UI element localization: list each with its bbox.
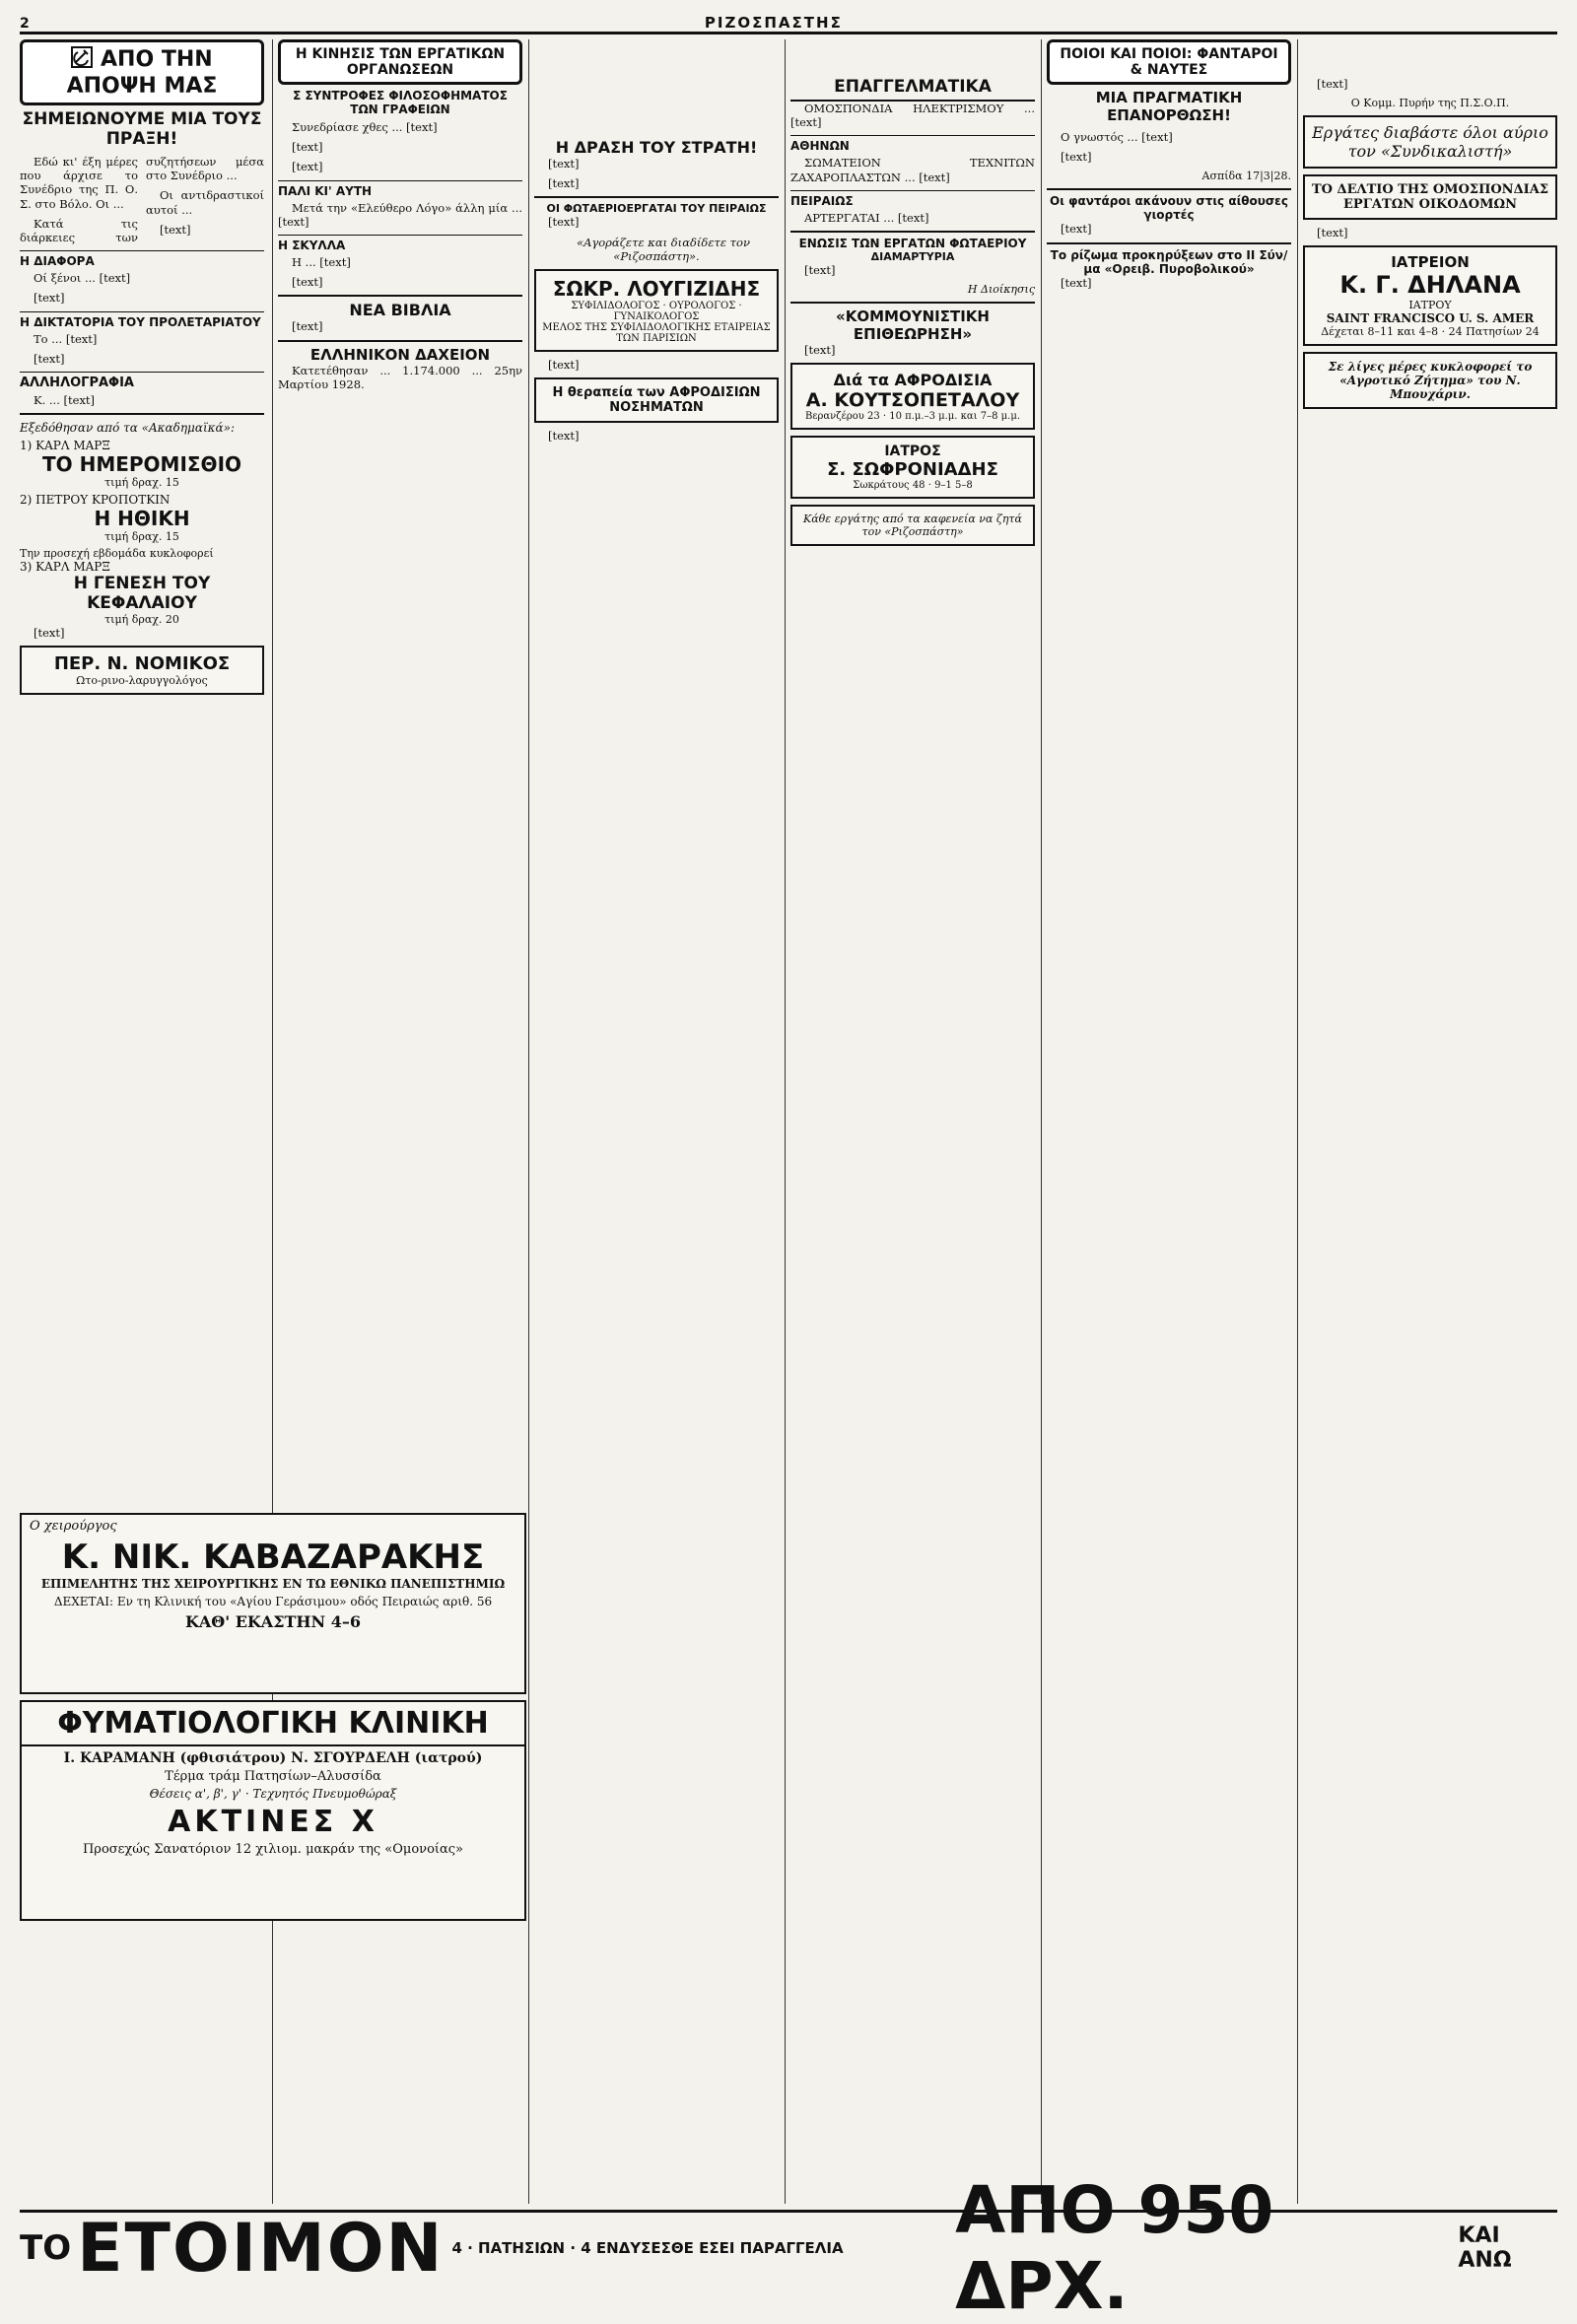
paragraph: Οι αντιδραστικοί αυτοί ... bbox=[146, 188, 264, 217]
subheading: ΠΕΙΡΑΙΩΣ bbox=[790, 190, 1035, 208]
subheading: ΕΝΩΣΙΣ ΤΩΝ ΕΡΓΑΤΩΝ ΦΩΤΑΕΡΙΟΥ bbox=[790, 231, 1035, 250]
ad-kathe-ergatis: Κάθε εργάτης από τα καφενεία να ζητά τον «Ριζοσπάστη» bbox=[790, 505, 1035, 546]
paragraph: [text] bbox=[292, 140, 323, 155]
masthead: ΡΙΖΟΣΠΑΣΤΗΣ bbox=[704, 14, 843, 32]
paragraph: [text] bbox=[34, 351, 65, 366]
column-4 bbox=[790, 39, 1035, 1754]
ad-line: ΕΠΙΜΕΛΗΤΗΣ ΤΗΣ ΧΕΙΡΟΥΡΓΙΚΗΣ ΕΝ ΤΩ ΕΘΝΙΚΩ ΠΑΝΕΠΙΣΤΗΜΙΩ bbox=[40, 1577, 506, 1591]
section-title-box bbox=[1047, 39, 1291, 85]
ad-line: Προσεχώς Σανατόριον 12 χιλιομ. μακράν της «Ομονοίας» bbox=[82, 1842, 464, 1857]
ad-name: Κ. Γ. ΔΗΛΑΝΑ bbox=[1339, 271, 1521, 300]
paragraph: [text] bbox=[292, 319, 323, 334]
ad-name: Σ. ΣΩΦΡΟΝΙΑΔΗΣ bbox=[827, 459, 998, 481]
book-note: Την προσεχή εβδομάδα κυκλοφορεί bbox=[20, 547, 214, 561]
book-price: τιμή δραχ. 15 bbox=[104, 530, 179, 544]
ad-nomikos bbox=[20, 646, 264, 695]
paragraph: «Αγοράζετε και διαδίδετε τον «Ριζοσπάστη». bbox=[577, 235, 750, 263]
paragraph: [text] bbox=[1317, 226, 1348, 240]
book-author: 1) ΚΑΡΛ ΜΑΡΞ bbox=[20, 439, 110, 453]
banner-mid: 4 · ΠΑΤΗΣΙΩΝ · 4 ΕΝΔΥΣΕΣΘΕ ΕΣΕΙ ΠΑΡΑΓΓΕΛΙΑ bbox=[451, 2238, 844, 2257]
subheading: ΠΑΛΙ ΚΙ' ΑΥΤΗ bbox=[278, 180, 522, 198]
column-rule bbox=[785, 39, 786, 2204]
ad-line: ΙΑΤΡΟΥ bbox=[1408, 299, 1452, 312]
ad-koutsopetalou bbox=[790, 363, 1035, 430]
ad-line: Τέρμα τράμ Πατησίων–Αλυσσίδα bbox=[165, 1769, 381, 1784]
section-title: ΑΠΟ ΤΗΝ ΑΠΟΨΗ ΜΑΣ bbox=[66, 47, 218, 99]
ad-line: Ι. ΚΑΡΑΜΑΝΗ (φθισιάτρου) Ν. ΣΓΟΥΡΔΕΛΗ (ιατρού) bbox=[63, 1750, 483, 1766]
headline: ΜΙΑ ΠΡΑΓΜΑΤΙΚΗ ΕΠΑΝΟΡΘΩΣΗ! bbox=[1095, 89, 1243, 124]
paragraph: Κατά τις διάρκειες των συζητήσεων μέσα στο Συνέδριο ... bbox=[20, 155, 264, 245]
paragraph: [text] bbox=[1061, 222, 1092, 237]
article-body bbox=[20, 155, 264, 244]
subheading: ΕΛΛΗΝΙΚΟΝ ΔΑΧΕΙΟΝ bbox=[278, 340, 522, 364]
ad-line: ΔΕΧΕΤΑΙ: Εν τη Κλινική του «Αγίου Γεράσιμου» οδός Πειραιώς αριθ. 56 bbox=[53, 1595, 493, 1608]
signature: Ασπίδα 17|3|28. bbox=[1201, 170, 1291, 183]
book-author: 2) ΠΕΤΡΟΥ ΚΡΟΠΟΤΚΙΝ bbox=[20, 493, 171, 508]
ad-omospondia: ΤΟ ΔΕΛΤΙΟ ΤΗΣ ΟΜΟΣΠΟΝΔΙΑΣ ΕΡΓΑΤΩΝ ΟΙΚΟΔΟΜΩΝ bbox=[1303, 174, 1557, 220]
ad-line: ΚΑΘ' ΕΚΑΣΤΗΝ 4–6 bbox=[184, 1612, 362, 1631]
ad-line: Σωκράτους 48 · 9–1 5–8 bbox=[853, 480, 973, 492]
signature: Ο Κομμ. Πυρήν της Π.Σ.Ο.Π. bbox=[1350, 97, 1510, 110]
ad-fymatiologiki bbox=[20, 1700, 526, 1921]
paragraph: [text] bbox=[34, 291, 65, 306]
page-number: 2 bbox=[20, 16, 30, 32]
paragraph: Κ. ... [text] bbox=[34, 393, 96, 408]
book-title: Η ΓΕΝΕΣΗ ΤΟΥ ΚΕΦΑΛΑΙΟΥ bbox=[73, 574, 211, 614]
paragraph: [text] bbox=[292, 275, 323, 290]
section-title: ΠΟΙΟΙ ΚΑΙ ΠΟΙΟΙ: ΦΑΝΤΑΡΟΙ & ΝΑΥΤΕΣ bbox=[1060, 46, 1278, 78]
paragraph: [text] bbox=[1061, 150, 1092, 165]
ad-line: ΜΕΛΟΣ ΤΗΣ ΣΥΦΙΛΙΔΟΛΟΓΙΚΗΣ ΕΤΑΙΡΕΙΑΣ ΤΩΝ ΠΑΡΙΣΙΩΝ bbox=[542, 322, 771, 345]
ad-bukharin: Σε λίγες μέρες κυκλοφορεί το «Αγροτικό Ζήτημα» του Ν. Μπουχάριν. bbox=[1303, 352, 1557, 409]
column-6 bbox=[1303, 39, 1557, 2198]
divider bbox=[20, 413, 264, 415]
book-author: 3) ΚΑΡΛ ΜΑΡΞ bbox=[20, 560, 110, 575]
ad-line: ΣΥΦΙΛΙΔΟΛΟΓΟΣ · ΟΥΡΟΛΟΓΟΣ · ΓΥΝΑΙΚΟΛΟΓΟΣ bbox=[571, 301, 742, 323]
bottom-banner bbox=[20, 2172, 1557, 2324]
ad-dilana bbox=[1303, 245, 1557, 346]
ad-kabazarakis bbox=[20, 1513, 526, 1694]
banner-tail: ΚΑΙ ΑΝΩ bbox=[1458, 2223, 1512, 2273]
paragraph: [text] bbox=[1061, 275, 1092, 290]
column-3 bbox=[534, 39, 779, 1754]
paragraph: [text] bbox=[548, 429, 580, 444]
subheading: ΑΛΛΗΛΟΓΡΑΦΙΑ bbox=[20, 372, 264, 390]
paragraph: [text] bbox=[804, 263, 836, 278]
banner-etoimon: ΕΤΟΙΜΟΝ bbox=[77, 2209, 445, 2288]
subheading: ΝΕΑ ΒΙΒΛΙΑ bbox=[278, 295, 522, 319]
book-title: Η ΗΘΙΚΗ bbox=[94, 507, 190, 531]
paragraph: Ο γνωστός ... [text] bbox=[1061, 130, 1173, 144]
ad-name: ΠΕΡ. Ν. ΝΟΜΙΚΟΣ bbox=[53, 653, 231, 675]
ad-line: Ωτο-ρινο-λαρυγγολόγος bbox=[76, 674, 208, 688]
column-rule bbox=[1297, 39, 1298, 2204]
ad-name: ΣΩΚΡ. ΛΟΥΓΙΖΙΔΗΣ bbox=[552, 277, 761, 302]
headline: ΣΗΜΕΙΩΝΟΥΜΕ ΜΙΑ ΤΟΥΣ ΠΡΑΞΗ! bbox=[22, 109, 262, 149]
ad-title: Διά τα ΑΦΡΟΔΙΣΙΑ bbox=[833, 371, 993, 390]
subheading: ΕΠΑΓΓΕΛΜΑΤΙΚΑ bbox=[790, 77, 1035, 102]
section-title-box bbox=[278, 39, 522, 85]
paragraph: [text] bbox=[548, 358, 580, 373]
page-header bbox=[20, 8, 1557, 34]
ad-line: Βερανζέρου 23 · 10 π.μ.–3 μ.μ. και 7–8 μ.μ. bbox=[804, 411, 1021, 423]
subheading: Η ΔΙΑΦΟΡΑ bbox=[20, 250, 264, 268]
section-title: Η ΚΙΝΗΣΙΣ ΤΩΝ ΕΡΓΑΤΙΚΩΝ ΟΡΓΑΝΩΣΕΩΝ bbox=[295, 46, 506, 78]
section-title-box bbox=[20, 39, 264, 105]
paragraph: [text] bbox=[160, 222, 191, 237]
ad-title: ΙΑΤΡΟΣ bbox=[884, 444, 941, 460]
paragraph: [text] bbox=[804, 343, 836, 358]
banner-price: ΑΠΟ 950 ΔΡΧ. bbox=[955, 2172, 1274, 2324]
paragraph: ΑΡΤΕΡΓΑΤΑΙ ... [text] bbox=[804, 210, 929, 225]
subheading: Σ ΣΥΝΤΡΟΦΕΣ ΦΙΛΟΣΟΦΗΜΑΤΟΣ ΤΩΝ ΓΡΑΦΕΙΩΝ bbox=[293, 89, 508, 116]
paragraph: [text] bbox=[548, 157, 580, 171]
ad-title: ΦΥΜΑΤΙΟΛΟΓΙΚΗ ΚΛΙΝΙΚΗ bbox=[22, 1702, 524, 1746]
paragraph: [text] bbox=[1317, 77, 1348, 91]
paragraph: Η ... [text] bbox=[292, 255, 351, 270]
subheading: ΑΘΗΝΩΝ bbox=[790, 135, 1035, 153]
ad-title: ΙΑΤΡΕΙΟΝ bbox=[1391, 253, 1470, 272]
subheading: Το ρίζωμα προκηρύξεων στο ΙΙ Σύν/μα «Ορειβ. Πυροβολικού» bbox=[1047, 242, 1291, 276]
paragraph: Το ... [text] bbox=[34, 331, 98, 346]
paragraph: [text] bbox=[34, 626, 65, 641]
paragraph: Μετά την «Ελεύθερο Λόγο» άλλη μία ... [text] bbox=[278, 200, 522, 229]
hammer-sickle-icon bbox=[71, 46, 93, 74]
column-rule bbox=[1041, 39, 1042, 2204]
ad-name: Κ. ΝΙΚ. ΚΑΒΑΖΑΡΑΚΗΣ bbox=[61, 1538, 485, 1577]
column-1 bbox=[20, 39, 264, 1754]
signature: Η Διοίκησις bbox=[967, 283, 1035, 297]
paragraph: ΣΩΜΑΤΕΙΟΝ ΤΕΧΝΙΤΩΝ ΖΑΧΑΡΟΠΛΑΣΤΩΝ ... [text] bbox=[790, 156, 1035, 184]
book-title: ΤΟ ΗΜΕΡΟΜΙΣΘΙΟ bbox=[41, 452, 242, 477]
paragraph: Συνεδρίασε χθες ... [text] bbox=[292, 120, 438, 134]
paragraph: [text] bbox=[548, 176, 580, 191]
ad-intro: Ο χειρούργος bbox=[30, 1519, 117, 1534]
paragraph: [text] bbox=[548, 215, 580, 230]
subheading: «ΚΟΜΜΟΥΝΙΣΤΙΚΗ ΕΠΙΘΕΩΡΗΣΗ» bbox=[790, 302, 1035, 343]
ad-lougizidis bbox=[534, 269, 779, 352]
ad-xrays: ΑΚΤΙΝΕΣ Χ bbox=[168, 1805, 378, 1839]
subheading: Η ΔΙΚΤΑΤΟΡΙΑ ΤΟΥ ΠΡΟΛΕΤΑΡΙΑΤΟΥ bbox=[20, 311, 264, 329]
book-price: τιμή δραχ. 20 bbox=[104, 613, 179, 627]
ad-title: Η θεραπεία των ΑΦΡΟΔΙΣΙΩΝ ΝΟΣΗΜΑΤΩΝ bbox=[552, 385, 761, 416]
subheading: Η ΣΚΥΛΛΑ bbox=[278, 235, 522, 252]
column-rule bbox=[528, 39, 529, 2204]
column-5 bbox=[1047, 39, 1291, 2198]
column-2 bbox=[278, 39, 522, 1508]
books-intro: Εξεδόθησαν από τα «Ακαδημαϊκά»: bbox=[20, 421, 236, 436]
paragraph: Οί ξένοι ... [text] bbox=[34, 271, 131, 286]
ad-hours: Δέχεται 8–11 και 4–8 · 24 Πατησίων 24 bbox=[1321, 325, 1540, 339]
ad-sofroniadis bbox=[790, 436, 1035, 499]
ad-name: Α. ΚΟΥΤΣΟΠΕΤΑΛΟΥ bbox=[805, 389, 1020, 412]
paragraph: ΟΜΟΣΠΟΝΔΙΑ ΗΛΕΚΤΡΙΣΜΟΥ ... [text] bbox=[790, 102, 1035, 130]
subheading: ΟΙ ΦΩΤΑΕΡΙΟΕΡΓΑΤΑΙ ΤΟΥ ΠΕΙΡΑΙΩΣ bbox=[534, 196, 779, 215]
paragraph: Κατετέθησαν ... 1.174.000 ... 25ην Μαρτίου 1928. bbox=[278, 363, 522, 391]
ad-line: SAINT FRANCISCO U. S. AMER bbox=[1326, 311, 1535, 326]
ad-afrodisia bbox=[534, 377, 779, 423]
book-price: τιμή δραχ. 15 bbox=[104, 476, 179, 490]
subheading: Η ΔΡΑΣΗ ΤΟΥ ΣΤΡΑΤΗ! bbox=[555, 138, 758, 157]
ad-ergates: Εργάτες διαβάστε όλοι αύριο τον «Συνδικαλιστή» bbox=[1303, 115, 1557, 169]
banner-to: ΤΟ bbox=[20, 2228, 72, 2268]
ad-line: Θέσεις α', β', γ' · Τεχνητός Πνευμοθώραξ bbox=[149, 1787, 397, 1801]
paragraph: Εδώ κι' έξη μέρες που άρχισε το Συνέδριο της Π. Ο. Σ. στο Βόλο. Οι ... bbox=[20, 155, 138, 211]
subheading: ΔΙΑΜΑΡΤΥΡΙΑ bbox=[870, 250, 955, 264]
subheading: Οι φαντάροι ακάνουν στις αίθουσες γιορτές bbox=[1047, 188, 1291, 222]
paragraph: [text] bbox=[292, 160, 323, 174]
